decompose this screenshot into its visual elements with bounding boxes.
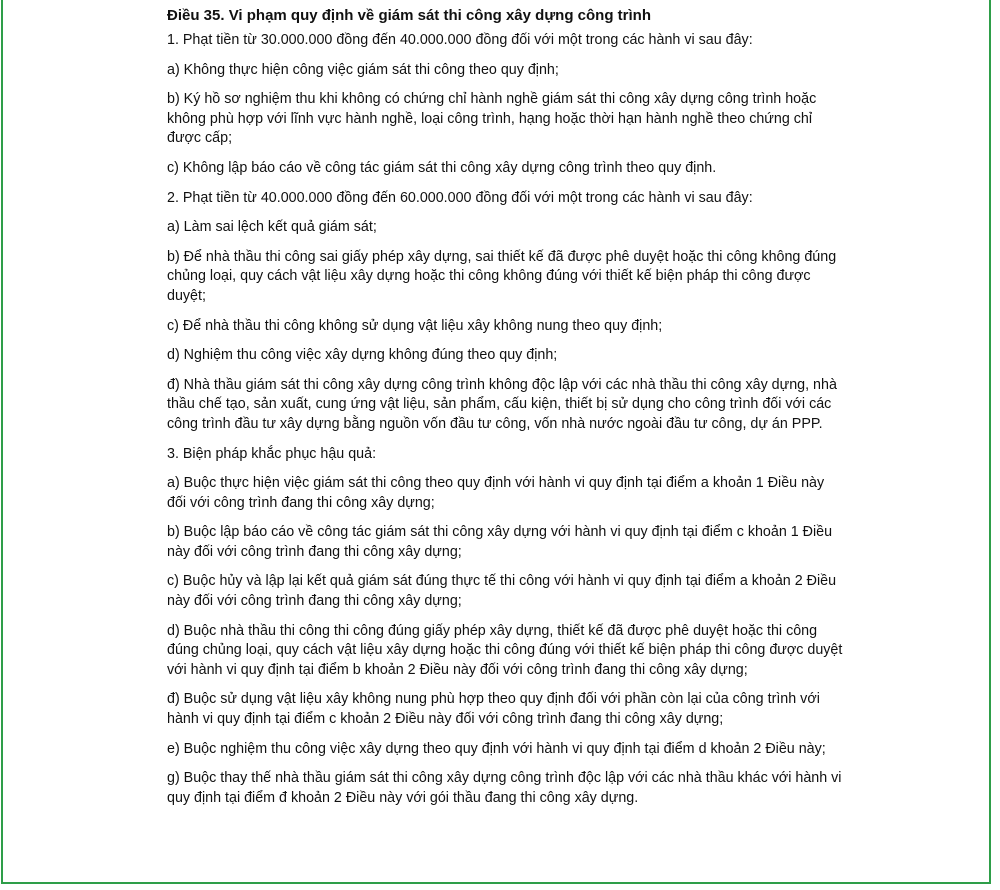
paragraph: c) Buộc hủy và lập lại kết quả giám sát đúng thực tế thi công với hành vi quy định tại điểm a khoản 2 Điều này đối với công trình đang thi công xây dựng; [167, 573, 837, 610]
paragraph: d) Buộc nhà thầu thi công thi công đúng giấy phép xây dựng, thiết kế đã được phê duyệt hoặc thi công đúng chủng loại, quy cách vật liệu xây dựng hoặc thi công đúng với thiết kế biện pháp thi công được duyệt với hành vi quy định tại điểm b khoản 2 Điều này đối với công trình đang thi công xây dựng; [167, 622, 843, 678]
paragraph: b) Buộc lập báo cáo về công tác giám sát thi công xây dựng với hành vi quy định tại điểm c khoản 1 Điều này đối với công trình đang thi công xây dựng; [167, 524, 833, 560]
paragraph: g) Buộc thay thế nhà thầu giám sát thi công xây dựng công trình độc lập với các nhà thầu khác với hành vi quy định tại điểm đ khoản 2 Điều này với gói thầu đang thi công xây dựng. [167, 770, 842, 806]
paragraph: đ) Nhà thầu giám sát thi công xây dựng công trình không độc lập với các nhà thầu thi công xây dựng, nhà thầu chế tạo, sản xuất, cung ứng vật liệu, sản phẩm, cấu kiện, thiết bị sử dụng cho công trình đối với các công trình đầu tư xây dựng bằng nguồn vốn đầu tư công, vốn nhà nước ngoài đầu tư công, dự án PPP. [167, 376, 837, 432]
document-body [167, 6, 847, 818]
paragraph: a) Không thực hiện công việc giám sát thi công theo quy định; [167, 61, 559, 78]
paragraph: d) Nghiệm thu công việc xây dựng không đúng theo quy định; [167, 347, 558, 364]
paragraph: b) Để nhà thầu thi công sai giấy phép xây dựng, sai thiết kế đã được phê duyệt hoặc thi công không đúng chủng loại, quy cách vật liệu xây dựng hoặc thi công không đúng với thiết kế biện pháp thi công được duyệt; [167, 248, 837, 304]
paragraph: c) Không lập báo cáo về công tác giám sát thi công xây dựng công trình theo quy định. [167, 159, 717, 176]
paragraph: đ) Buộc sử dụng vật liệu xây không nung phù hợp theo quy định đối với phần còn lại của công trình với hành vi quy định tại điểm c khoản 2 Điều này đối với công trình đang thi công xây dựng; [167, 691, 820, 728]
paragraph: 1. Phạt tiền từ 30.000.000 đồng đến 40.000.000 đồng đối với một trong các hành vi sau đây: [167, 32, 753, 48]
paragraph: c) Để nhà thầu thi công không sử dụng vật liệu xây không nung theo quy định; [167, 317, 663, 334]
paragraph: e) Buộc nghiệm thu công việc xây dựng theo quy định với hành vi quy định tại điểm d khoản 2 Điều này; [167, 740, 826, 757]
paragraph: a) Làm sai lệch kết quả giám sát; [167, 219, 377, 236]
article-title: Điều 35. Vi phạm quy định về giám sát thi công xây dựng công trình [167, 7, 651, 24]
paragraph: a) Buộc thực hiện việc giám sát thi công theo quy định với hành vi quy định tại điểm a khoản 1 Điều này đối với công trình đang thi công xây dựng; [167, 475, 825, 511]
paragraph: b) Ký hồ sơ nghiệm thu khi không có chứng chỉ hành nghề giám sát thi công xây dựng công trình hoặc không phù hợp với lĩnh vực hành nghề, loại công trình, hạng hoặc thời hạn hành nghề theo chứng chỉ được cấp; [167, 91, 817, 147]
document-frame [1, 0, 991, 884]
paragraph: 3. Biện pháp khắc phục hậu quả: [167, 445, 377, 462]
paragraph: 2. Phạt tiền từ 40.000.000 đồng đến 60.000.000 đồng đối với một trong các hành vi sau đây: [167, 189, 753, 206]
paragraph-list [167, 31, 847, 808]
